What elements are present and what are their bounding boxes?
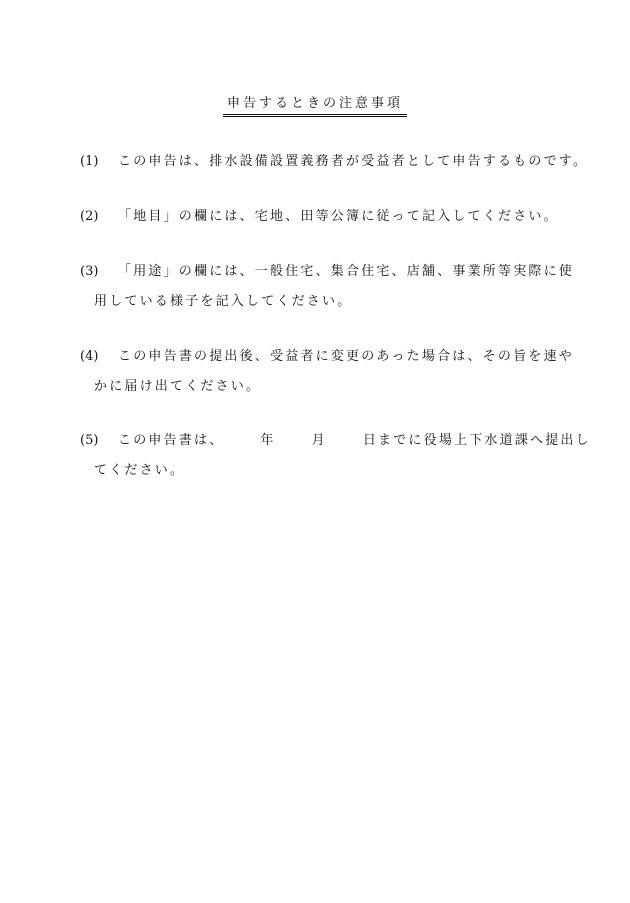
item-number: (3) xyxy=(80,264,99,279)
deadline-prefix: この申告書は、 xyxy=(118,433,225,448)
item-text-line-2: 用している様子を記入してください。 xyxy=(94,294,353,309)
item-text-line-1: 「地目」の欄には、宅地、田等公簿に従って記入してください。 xyxy=(118,209,559,224)
item-text-line-2: かに届け出てください。 xyxy=(94,379,262,394)
document-title xyxy=(0,95,630,117)
item-text-line-2: てください。 xyxy=(94,463,186,478)
item-number: (4) xyxy=(80,349,99,364)
item-text-line-1: 「用途」の欄には、一般住宅、集合住宅、店舗、事業所等実際に使 xyxy=(118,264,575,279)
item-number: (2) xyxy=(80,209,99,224)
month-label: 月 xyxy=(311,433,327,448)
item-text-line-1: この申告書の提出後、受益者に変更のあった場合は、その旨を速や xyxy=(118,349,574,364)
item-number: (1) xyxy=(80,154,99,169)
item-text-line-1: この申告は、排水設備設置義務者が受益者として申告するものです。 xyxy=(118,154,589,169)
day-suffix-text: 日までに役場上下水道課へ提出し xyxy=(362,433,591,448)
item-number: (5) xyxy=(80,433,99,448)
item-text-line-1 xyxy=(118,426,591,456)
title-text: 申告するときの注意事項 xyxy=(223,95,407,117)
year-label: 年 xyxy=(260,433,276,448)
